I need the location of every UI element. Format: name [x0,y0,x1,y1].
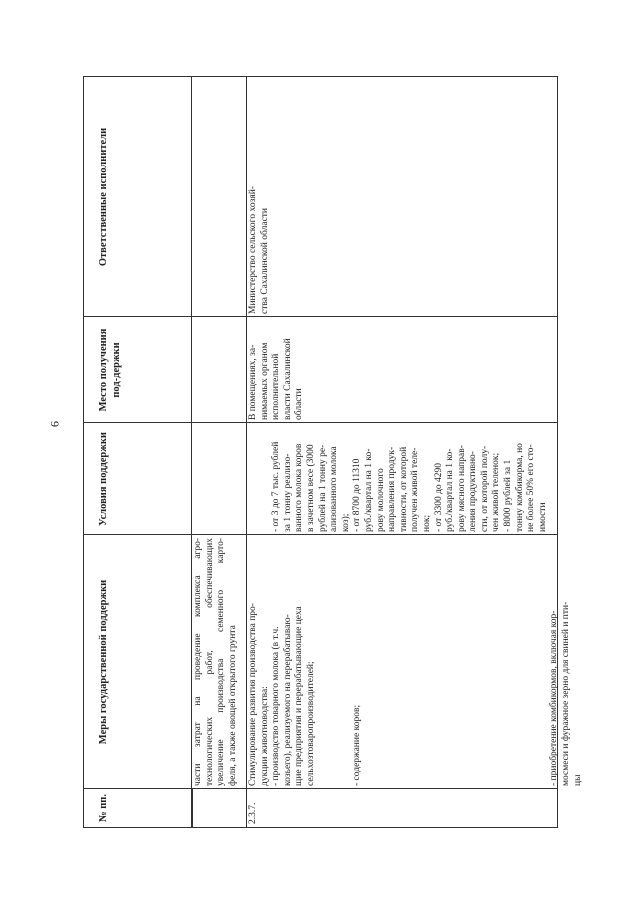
text-line: Стимулирование развития производства про- [248,603,258,786]
text-line: нимаемых органом [259,342,270,420]
text-line [376,538,388,786]
text-line [515,538,527,786]
text-line [387,538,399,786]
text-line: рублей на 1 тонну ре- [317,444,328,532]
text-line [538,538,550,786]
text-line [526,538,538,786]
row2-responsible [247,77,557,317]
text-line: дукции животноводства: [259,686,270,786]
text-line [399,538,411,786]
text-line [480,538,492,786]
text-line: тонну комбикорма, но [514,443,525,532]
text-line: части затрат на проведение комплекса агро- [193,538,203,786]
header-number: № пп. [98,794,109,822]
text-line: рову молочного [375,468,386,532]
text-line: - от 3300 до 4290 [433,462,444,532]
text-line: щие предприятия и перерабатывающие цеха [294,606,305,786]
text-line [260,426,272,532]
text-line: за 1 тонну реализо- [282,453,293,532]
text-line [341,538,353,786]
text-line: козьего), реализуемого на перерабатываю- [282,614,293,786]
text-line: - 8000 рублей за 1 [503,459,514,532]
text-line: - от 8700 до 11310 [352,458,363,532]
text-line: исполнительной [271,353,282,420]
text-line: не более 50% его сто- [526,444,537,532]
text-line: - приобретение комбикормов, включая кор- [549,610,560,786]
text-line: чен живой теленок; [491,452,502,532]
text-line [329,538,341,786]
row2-number: 2.3.7. [248,802,258,824]
page-number: 9 [48,421,62,427]
row2-conditions [247,423,557,535]
text-line: направления продук- [387,446,398,532]
text-line: получен живой теле- [410,447,421,532]
text-line: ализованного молока [329,446,340,532]
row1-measures [192,535,246,789]
text-line: имости [537,502,548,532]
text-line: нок; [421,514,432,532]
text-line: руб./квартал на 1 ко- [445,448,456,532]
text-line [468,538,480,786]
header-responsible: Ответственные исполнители [98,127,109,267]
grid-line [192,789,193,827]
text-line [422,538,434,786]
header-place: Место получения под-держки [98,328,122,412]
text-line [364,538,376,786]
text-line: области [294,388,305,420]
text-line: В помещениях, за- [248,344,258,420]
text-line: - содержание коров; [352,704,363,786]
text-line [457,538,469,786]
text-line: тивности, от которой [398,446,409,532]
text-line [410,538,422,786]
text-line: коз); [340,513,351,532]
text-line [503,538,515,786]
row2-place [247,317,557,423]
text-line: рову мясного направ- [456,445,467,532]
text-line: ванного молока коров [294,443,305,532]
text-line: сельхозтоваропроизводителей; [305,661,316,786]
text-line: - от 3 до 7 тыс. рублей [271,441,282,532]
text-line: феля, а также овощей открытого грунта [227,625,238,786]
header-conditions: Условия поддержки [98,432,109,526]
text-line [445,538,457,786]
text-line: Министерство сельского хозяй- [248,186,258,314]
text-line: технологических работ, обеспечивающих [204,538,215,786]
text-line: власти Сахалинской [282,338,293,420]
text-line: в зачетном весе (3000 [305,444,316,532]
support-measures-table [83,76,583,828]
text-line: руб./квартал на 1 ко- [363,448,374,532]
text-line: мосмеси и фуражное зерно для свиней и пти- [561,601,572,786]
text-line [248,426,260,532]
text-line: увеличение производства семенного карто- [216,538,227,786]
text-line [318,538,330,786]
text-line: сти, от которой полу- [479,445,490,532]
text-line: цы [572,774,583,786]
text-line: ства Сахалинской области [259,207,270,314]
text-line: ления продуктивно- [468,451,479,532]
text-line [491,538,503,786]
text-line: - производство товарного молока (в т.ч. [271,626,282,786]
text-line [434,538,446,786]
row2-measures [247,535,583,789]
header-measures: Меры государственной поддержки [98,579,109,745]
